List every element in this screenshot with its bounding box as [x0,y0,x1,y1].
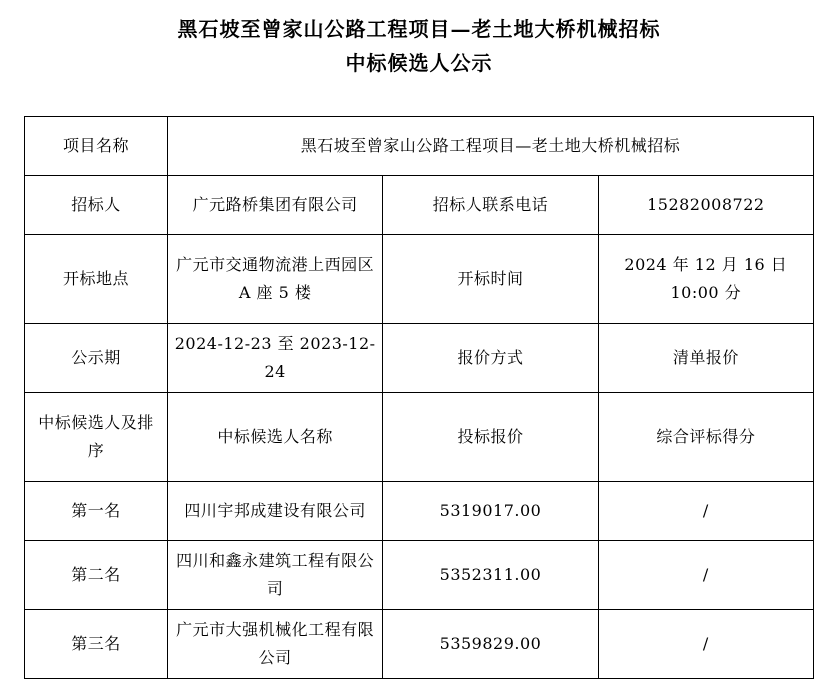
candidate-price-3: 5359829.00 [383,610,598,679]
table-row [25,610,814,679]
candidate-rank-2: 第二名 [25,541,168,610]
row-value-tenderer: 广元路桥集团有限公司 [168,176,383,235]
table-row [25,324,814,393]
table-row [25,117,814,176]
table-row [25,176,814,235]
table-row [25,482,814,541]
row-label-tenderer: 招标人 [25,176,168,235]
candidate-name-1: 四川宇邦成建设有限公司 [168,482,383,541]
column-header-evaluation-score: 综合评标得分 [598,393,813,482]
row-value-bid-opening-time: 2024 年 12 月 16 日 10:00 分 [598,235,813,324]
row-label-candidates-ranking: 中标候选人及排序 [25,393,168,482]
candidate-price-1: 5319017.00 [383,482,598,541]
candidate-score-3: / [598,610,813,679]
column-header-candidate-name: 中标候选人名称 [168,393,383,482]
row-value-quotation-method: 清单报价 [598,324,813,393]
column-header-bid-price: 投标报价 [383,393,598,482]
row-label-bid-opening-time: 开标时间 [383,235,598,324]
table-row [25,541,814,610]
row-value-publicity-period: 2024-12-23 至 2023-12-24 [168,324,383,393]
page-title-line-2: 中标候选人公示 [345,51,493,75]
candidate-score-2: / [598,541,813,610]
row-label-quotation-method: 报价方式 [383,324,598,393]
page-title [0,0,838,80]
candidate-score-1: / [598,482,813,541]
table-row [25,235,814,324]
row-label-tenderer-phone: 招标人联系电话 [383,176,598,235]
row-value-project-name: 黑石坡至曾家山公路工程项目—老土地大桥机械招标 [168,117,814,176]
row-label-bid-opening-place: 开标地点 [25,235,168,324]
bid-result-table [24,116,814,679]
candidate-name-2: 四川和鑫永建筑工程有限公司 [168,541,383,610]
page-title-line-1: 黑石坡至曾家山公路工程项目—老土地大桥机械招标 [177,17,661,41]
row-value-bid-opening-place: 广元市交通物流港上西园区 A 座 5 楼 [168,235,383,324]
candidate-name-3: 广元市大强机械化工程有限公司 [168,610,383,679]
bid-result-table-container [24,116,814,679]
row-label-publicity-period: 公示期 [25,324,168,393]
row-value-tenderer-phone: 15282008722 [598,176,813,235]
row-label-project-name: 项目名称 [25,117,168,176]
candidate-rank-3: 第三名 [25,610,168,679]
table-row [25,393,814,482]
candidate-price-2: 5352311.00 [383,541,598,610]
candidate-rank-1: 第一名 [25,482,168,541]
